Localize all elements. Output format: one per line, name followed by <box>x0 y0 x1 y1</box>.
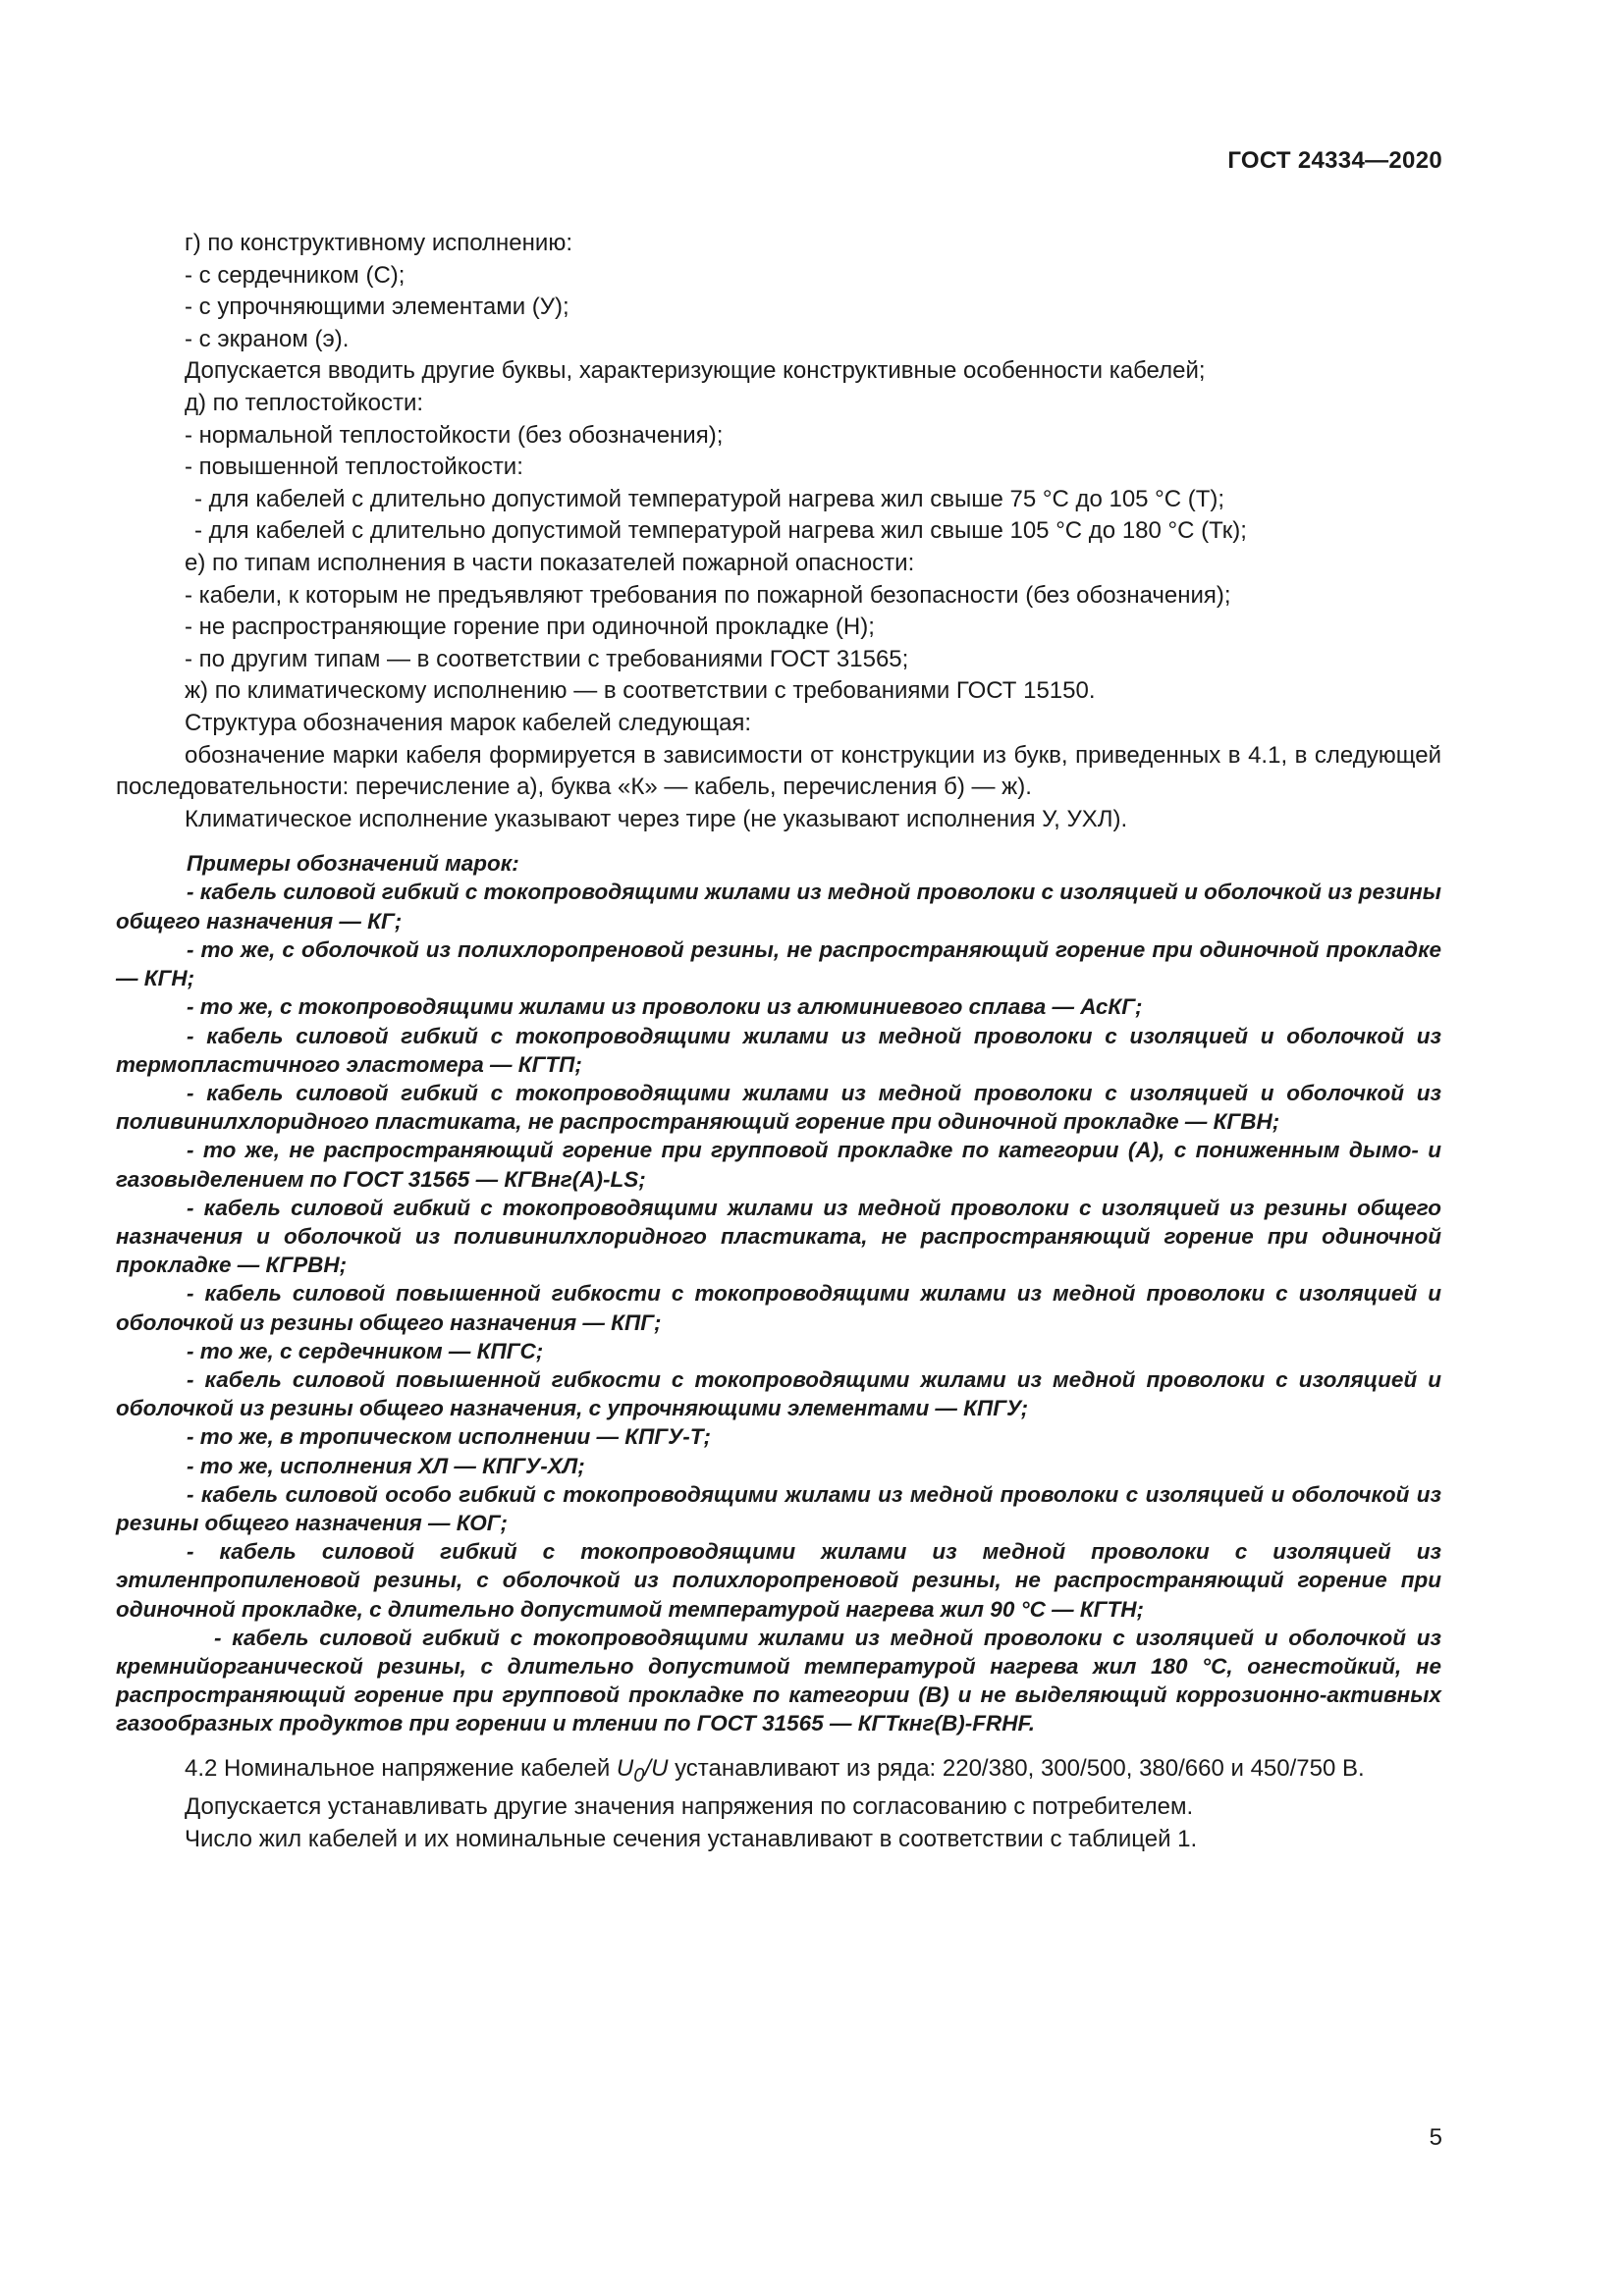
body-paragraph: - с сердечником (С); <box>185 261 406 289</box>
section-4-2-paragraph <box>116 1753 1441 1791</box>
voltage-slash: / <box>644 1754 652 1782</box>
voltage-u: U <box>651 1754 669 1782</box>
example-item: - то же, в тропическом исполнении — КПГУ-Т; <box>187 1424 712 1450</box>
body-paragraph: е) по типам исполнения в части показателей пожарной опасности: <box>185 549 915 576</box>
body-paragraph: - по другим типам — в соответствии с требованиями ГОСТ 31565; <box>185 645 909 672</box>
body-paragraph: - нормальной теплостойкости (без обозначения); <box>185 421 724 449</box>
body-paragraph: Допускается вводить другие буквы, характеризующие конструктивные особенности кабелей; <box>185 357 1206 385</box>
example-item: - то же, с сердечником — КПГС; <box>187 1338 544 1363</box>
example-item: - кабель силовой гибкий с токопроводящими жилами из медной проволоки с изоляцией и оболочкой из поливинилхлоридного пластиката, не распространяющий горение при одиночной прокладке — КГВН; <box>116 1080 1441 1135</box>
voltage-u0: $U_0$ <box>616 1754 645 1787</box>
body-paragraph: Структура обозначения марок кабелей следующая: <box>185 709 752 736</box>
example-item: - то же, не распространяющий горение при групповой прокладке по категории (А), с пониженным дымо- и газовыделением по ГОСТ 31565 — КГВнг(А)-LS; <box>116 1138 1441 1192</box>
body-paragraph: - для кабелей с длительно допустимой температурой нагрева жил свыше 75 °С до 105 °С (Т); <box>194 485 1225 512</box>
body-paragraph: - не распространяющие горение при одиночной прокладке (Н); <box>185 614 875 641</box>
document-header: ГОСТ 24334—2020 <box>1227 147 1442 174</box>
voltage-u0-subscript: 0 <box>633 1764 645 1787</box>
body-paragraph: - с экраном (э). <box>185 325 350 352</box>
example-item: - то же, с токопроводящими жилами из проволоки из алюминиевого сплава — АсКГ; <box>187 994 1143 1020</box>
example-item: - кабель силовой особо гибкий с токопроводящими жилами из медной проволоки с изоляцией и оболочкой из резины общего назначения — КОГ; <box>116 1481 1441 1535</box>
example-item: - кабель силовой повышенной гибкости с токопроводящими жилами из медной проволоки с изоляцией и оболочкой из резины общего назначения — КПГ; <box>116 1281 1441 1335</box>
example-item: - кабель силовой гибкий с токопроводящими жилами из медной проволоки с изоляцией из резины общего назначения и оболочкой из поливинилхлоридного пластиката, не распространяющий горение при одиночной прокладке — КГРВН; <box>116 1195 1441 1278</box>
examples-heading: Примеры обозначений марок: <box>187 851 519 877</box>
body-paragraph: обозначение марки кабеля формируется в зависимости от конструкции из букв, приведенных в 4.1, в следующей последовательности: перечисление а), буква «К» — кабель, перечисления б) — ж). <box>116 741 1441 801</box>
body-paragraph: - для кабелей с длительно допустимой температурой нагрева жил свыше 105 °С до 180 °С (Тк); <box>194 517 1247 545</box>
body-paragraph: д) по теплостойкости: <box>185 389 424 416</box>
body-paragraph: г) по конструктивному исполнению: <box>185 230 572 256</box>
section-4-2 <box>116 1753 1441 1856</box>
body-paragraph: ж) по климатическому исполнению — в соответствии с требованиями ГОСТ 15150. <box>185 677 1096 705</box>
examples-list <box>116 878 1441 1737</box>
example-item: - кабель силовой гибкий с токопроводящими жилами из медной проволоки с изоляцией из этиленпропиленовой резины, с оболочкой из полихлоропреновой резины, не распространяющий горение при одиночной прокладке, с длительно допустимой температурой нагрева жил 90 °С — КГТН; <box>116 1539 1441 1622</box>
body-paragraph: - повышенной теплостойкости: <box>185 454 523 481</box>
example-item: - кабель силовой гибкий с токопроводящими жилами из медной проволоки с изоляцией и оболочкой из термопластичного эластомера — КГТП; <box>116 1023 1441 1077</box>
section-4-2-cores-note: Число жил кабелей и их номинальные сечения устанавливают в соответствии с таблицей 1. <box>185 1825 1198 1852</box>
body-paragraph: Климатическое исполнение указывают через тире (не указывают исполнения У, УХЛ). <box>185 805 1128 832</box>
example-item: - кабель силовой гибкий с токопроводящими жилами из медной проволоки с изоляцией и оболочкой из резины общего назначения — КГ; <box>116 880 1441 934</box>
body-paragraph: - кабели, к которым не предъявляют требования по пожарной безопасности (без обозначения); <box>185 581 1231 609</box>
example-item: - то же, с оболочкой из полихлоропреновой резины, не распространяющий горение при одиночной прокладке — КГН; <box>116 936 1441 991</box>
section-4-2-voltage-note: Допускается устанавливать другие значения напряжения по согласованию с потребителем. <box>185 1792 1194 1820</box>
page-content <box>116 228 1441 1855</box>
example-item: - кабель силовой повышенной гибкости с токопроводящими жилами из медной проволоки с изоляцией и оболочкой из резины общего назначения, с упрочняющими элементами — КПГУ; <box>116 1366 1441 1421</box>
body-paragraphs <box>116 228 1441 835</box>
section-4-2-post: устанавливают из ряда: 220/380, 300/500, 380/660 и 450/750 В. <box>668 1754 1365 1782</box>
page-number: 5 <box>1429 2124 1442 2151</box>
body-paragraph: - с упрочняющими элементами (У); <box>185 294 569 321</box>
example-item: - кабель силовой гибкий с токопроводящими жилами из медной проволоки с изоляцией и оболочкой из кремнийорганической резины, с длительно допустимой температурой нагрева жил 180 °С, огнестойкий, не распространяющий горение при групповой прокладке по категории (В) и не выделяющий коррозионно-активных газообразных продуктов при горении и тлении по ГОСТ 31565 — КГТкнг(В)-FRHF. <box>116 1625 1441 1736</box>
section-4-2-pre: 4.2 Номинальное напряжение кабелей <box>185 1754 617 1782</box>
examples-block <box>116 849 1441 1737</box>
example-item: - то же, исполнения ХЛ — КПГУ-ХЛ; <box>187 1453 585 1478</box>
